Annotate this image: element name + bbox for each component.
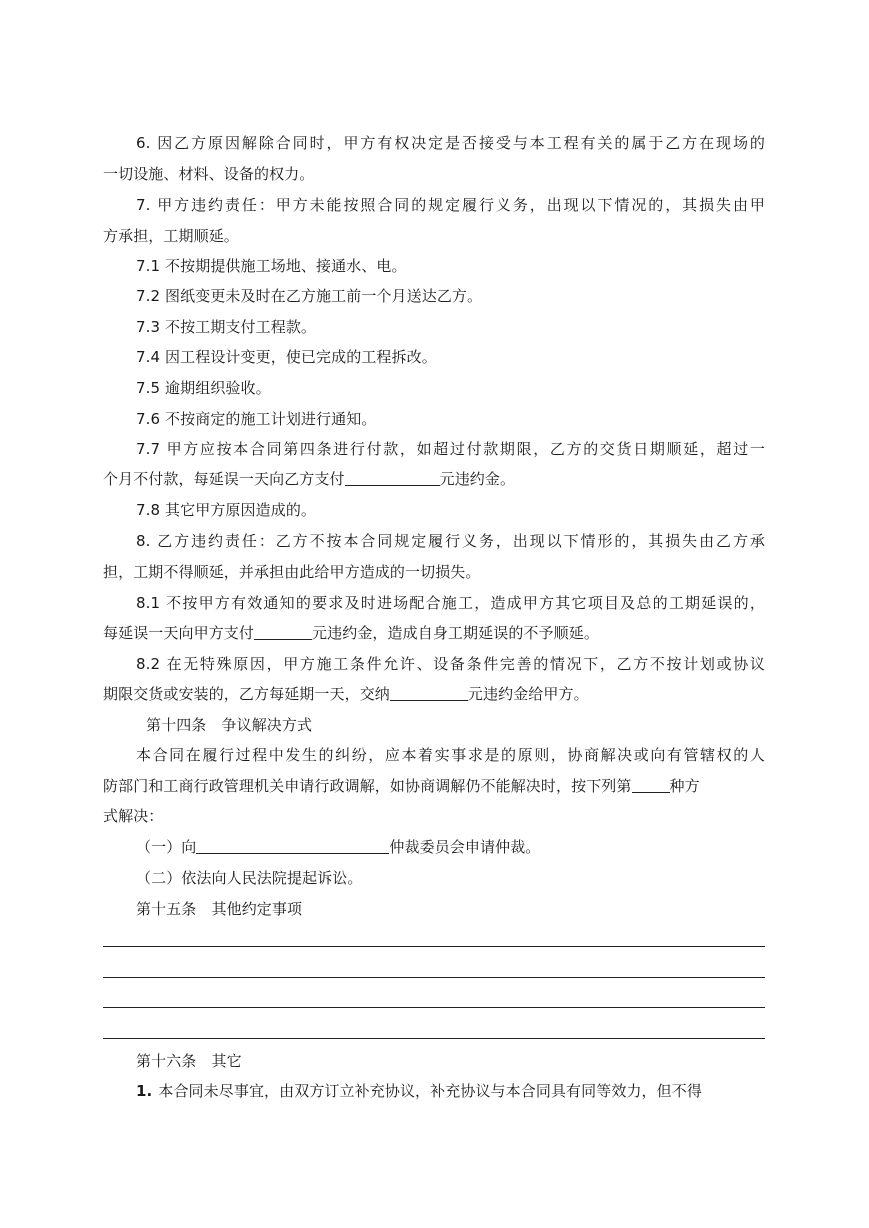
clause-8-1-line-1: 8.1 不按甲方有效通知的要求及时进场配合施工，造成甲方其它项目及总的工期延误的， <box>136 594 765 612</box>
option-2-litigation: （二）依法向人民法院提起诉讼。 <box>136 869 363 887</box>
clause-6-line-1: 6. 因乙方原因解除合同时，甲方有权决定是否接受与本工程有关的属于乙方在现场的 <box>136 134 765 152</box>
option-1-arbitration <box>136 837 765 857</box>
clause-7-7-text-a: 个月不付款，每延误一天向乙方支付 <box>103 470 345 488</box>
article-15-heading: 第十五条 其他约定事项 <box>136 900 303 918</box>
clause-7-line-1: 7. 甲方违约责任：甲方未能按照合同的规定履行义务，出现以下情况的，其损失由甲 <box>136 196 765 214</box>
clause-7-2: 7.2 图纸变更未及时在乙方施工前一个月送达乙方。 <box>136 287 483 305</box>
option-1-text-b: 仲裁委员会申请仲裁。 <box>389 838 541 856</box>
clause-6-line-2: 一切设施、材料、设备的权力。 <box>103 165 315 183</box>
clause-8-1-text-b: 元违约金，造成自身工期延误的不予顺延。 <box>312 624 599 642</box>
delay-penalty-blank[interactable] <box>390 685 468 701</box>
daily-penalty-blank[interactable] <box>254 624 312 640</box>
penalty-amount-blank[interactable] <box>345 470 440 486</box>
article-16-item-text: 本合同未尽事宜，由双方订立补充协议，补充协议与本合同具有同等效力，但不得 <box>158 1082 702 1100</box>
clause-8-1-text-a: 每延误一天向甲方支付 <box>103 624 255 642</box>
resolution-option-blank[interactable] <box>632 777 670 793</box>
article-14-line-2 <box>103 776 765 796</box>
clause-8-line-1: 8. 乙方违约责任：乙方不按本合同规定履行义务，出现以下情形的，其损失由乙方承 <box>136 532 765 550</box>
other-terms-line-4[interactable] <box>103 1038 765 1039</box>
article-16-heading: 第十六条 其它 <box>136 1052 242 1070</box>
other-terms-line-2[interactable] <box>103 977 765 978</box>
article-14-line-3: 式解决： <box>103 807 164 825</box>
clause-8-line-2: 担，工期不得顺延，并承担由此给甲方造成的一切损失。 <box>103 563 481 581</box>
clause-8-2-text-b: 元违约金给甲方。 <box>467 685 589 703</box>
clause-7-5: 7.5 逾期组织验收。 <box>136 379 271 397</box>
clause-7-4: 7.4 因工程设计变更，使已完成的工程拆改。 <box>136 348 437 366</box>
clause-8-2-text-a: 期限交货或安装的，乙方每延期一天，交纳 <box>103 685 390 703</box>
clause-7-7-line-1: 7.7 甲方应按本合同第四条进行付款，如超过付款期限，乙方的交货日期顺延，超过一 <box>136 440 765 458</box>
option-1-text-a: （一）向 <box>136 838 197 856</box>
clause-7-8: 7.8 其它甲方原因造成的。 <box>136 501 317 519</box>
clause-8-2-line-1: 8.2 在无特殊原因，甲方施工条件允许、设备条件完善的情况下，乙方不按计划或协议 <box>136 655 765 673</box>
clause-7-line-2: 方承担，工期顺延。 <box>103 227 239 245</box>
clause-7-3: 7.3 不按工期支付工程款。 <box>136 318 317 336</box>
clause-7-7-line-2 <box>103 469 765 489</box>
other-terms-line-3[interactable] <box>103 1007 765 1008</box>
clause-8-1-line-2 <box>103 623 765 643</box>
article-14-text-a: 防部门和工商行政管理机关申请行政调解，如协商调解仍不能解决时，按下列第 <box>103 777 632 795</box>
article-14-line-1: 本合同在履行过程中发生的纠纷，应本着实事求是的原则，协商解决或向有管辖权的人 <box>136 746 765 764</box>
clause-7-7-text-b: 元违约金。 <box>439 470 516 488</box>
arbitration-committee-blank[interactable] <box>196 838 389 854</box>
clause-7-6: 7.6 不按商定的施工计划进行通知。 <box>136 410 377 428</box>
clause-7-1: 7.1 不按期提供施工场地、接通水、电。 <box>136 257 407 275</box>
other-terms-line-1[interactable] <box>103 946 765 947</box>
article-16-item-number: 1. <box>136 1082 153 1100</box>
article-14-heading: 第十四条 争议解决方式 <box>146 716 313 734</box>
clause-8-2-line-2 <box>103 684 765 704</box>
article-16-item-1 <box>136 1081 765 1101</box>
article-14-text-b: 种方 <box>669 777 700 795</box>
